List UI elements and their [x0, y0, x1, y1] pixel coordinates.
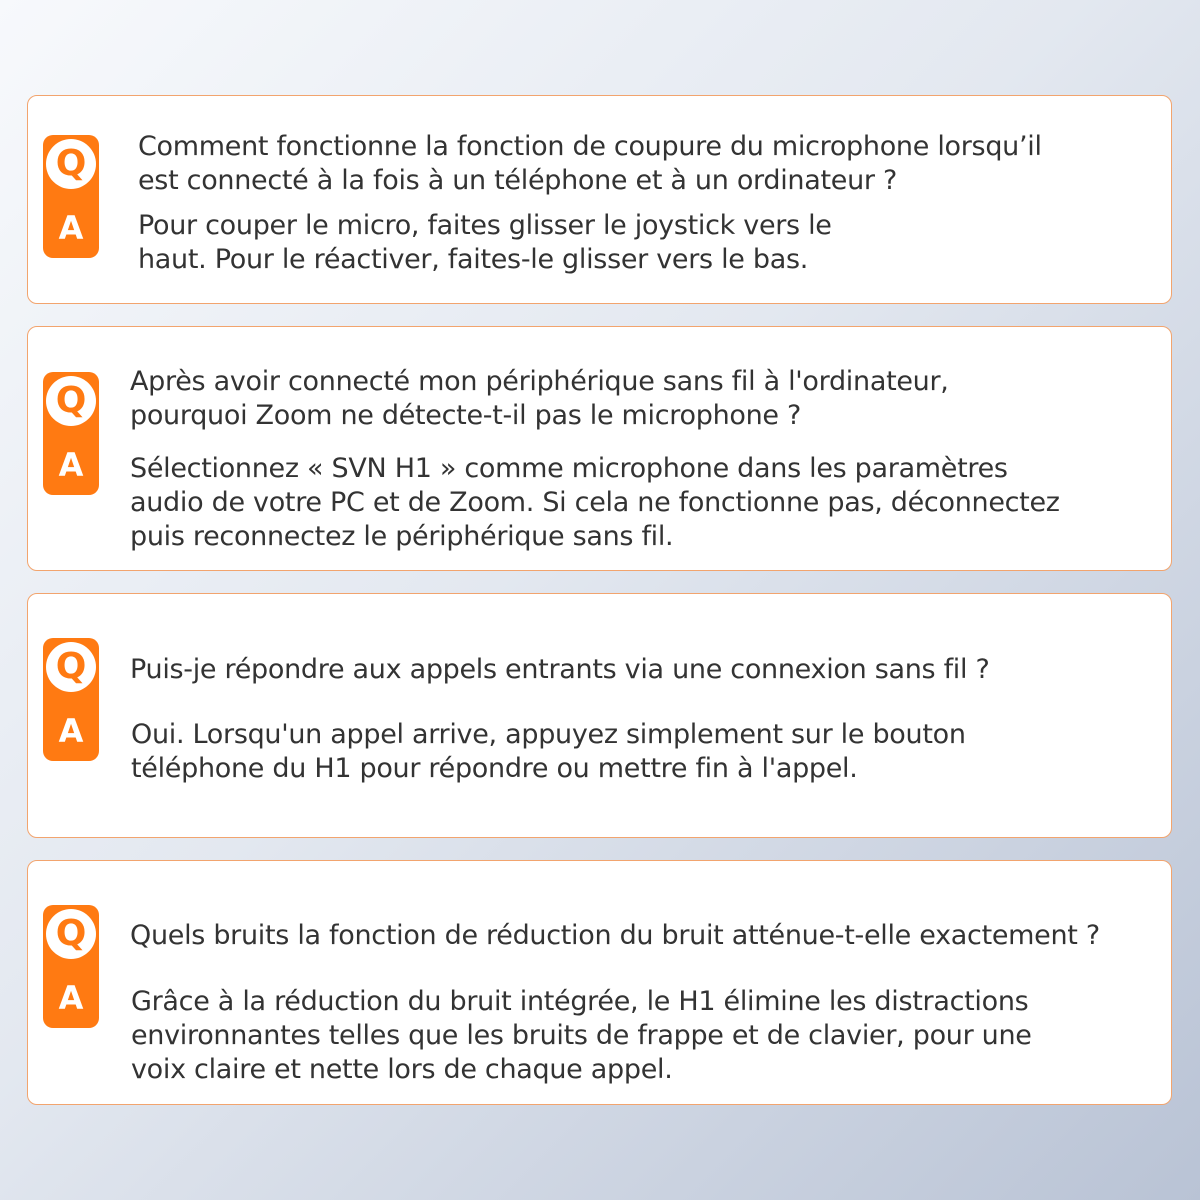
- answer-line: haut. Pour le réactiver, faites-le glisser vers le bas.: [138, 244, 808, 275]
- question: [130, 365, 949, 433]
- answer: [130, 452, 1060, 554]
- question-line: Après avoir connecté mon périphérique sans fil à l'ordinateur,: [130, 366, 949, 397]
- question: [130, 653, 990, 687]
- answer-line: téléphone du H1 pour répondre ou mettre fin à l'appel.: [131, 753, 858, 784]
- answer-line: Grâce à la réduction du bruit intégrée, le H1 élimine les distractions: [131, 986, 1029, 1017]
- question: [130, 919, 1100, 953]
- q-icon: Q: [46, 139, 96, 189]
- qa-badge: [43, 135, 99, 258]
- answer-line: Pour couper le micro, faites glisser le joystick vers le: [138, 210, 832, 241]
- answer: [138, 209, 832, 277]
- faq-card-2: [27, 326, 1172, 571]
- a-icon: A: [58, 712, 84, 750]
- a-icon: A: [58, 446, 84, 484]
- question: [138, 130, 1042, 198]
- answer-line: audio de votre PC et de Zoom. Si cela ne fonctionne pas, déconnectez: [130, 487, 1060, 518]
- q-icon: Q: [46, 909, 96, 959]
- qa-badge: [43, 638, 99, 761]
- qa-badge: [43, 905, 99, 1028]
- q-icon: Q: [46, 376, 96, 426]
- answer-line: puis reconnectez le périphérique sans fil.: [130, 521, 674, 552]
- a-icon: A: [58, 979, 84, 1017]
- question-line: est connecté à la fois à un téléphone et à un ordinateur ?: [138, 165, 898, 196]
- answer-line: voix claire et nette lors de chaque appel.: [131, 1054, 673, 1085]
- answer-line: Sélectionnez « SVN H1 » comme microphone dans les paramètres: [130, 453, 1008, 484]
- question-line: pourquoi Zoom ne détecte-t-il pas le microphone ?: [130, 400, 802, 431]
- faq-card-4: [27, 860, 1172, 1105]
- answer-line: Oui. Lorsqu'un appel arrive, appuyez simplement sur le bouton: [131, 719, 966, 750]
- q-icon: Q: [46, 642, 96, 692]
- question-line: Puis-je répondre aux appels entrants via une connexion sans fil ?: [130, 654, 990, 685]
- answer-line: environnantes telles que les bruits de frappe et de clavier, pour une: [131, 1020, 1032, 1051]
- a-icon: A: [58, 209, 84, 247]
- faq-card-3: [27, 593, 1172, 838]
- answer: [131, 718, 966, 786]
- question-line: Quels bruits la fonction de réduction du bruit atténue-t-elle exactement ?: [130, 920, 1100, 951]
- faq-card-1: [27, 95, 1172, 304]
- question-line: Comment fonctionne la fonction de coupure du microphone lorsqu’il: [138, 131, 1042, 162]
- answer: [131, 985, 1032, 1087]
- qa-badge: [43, 372, 99, 495]
